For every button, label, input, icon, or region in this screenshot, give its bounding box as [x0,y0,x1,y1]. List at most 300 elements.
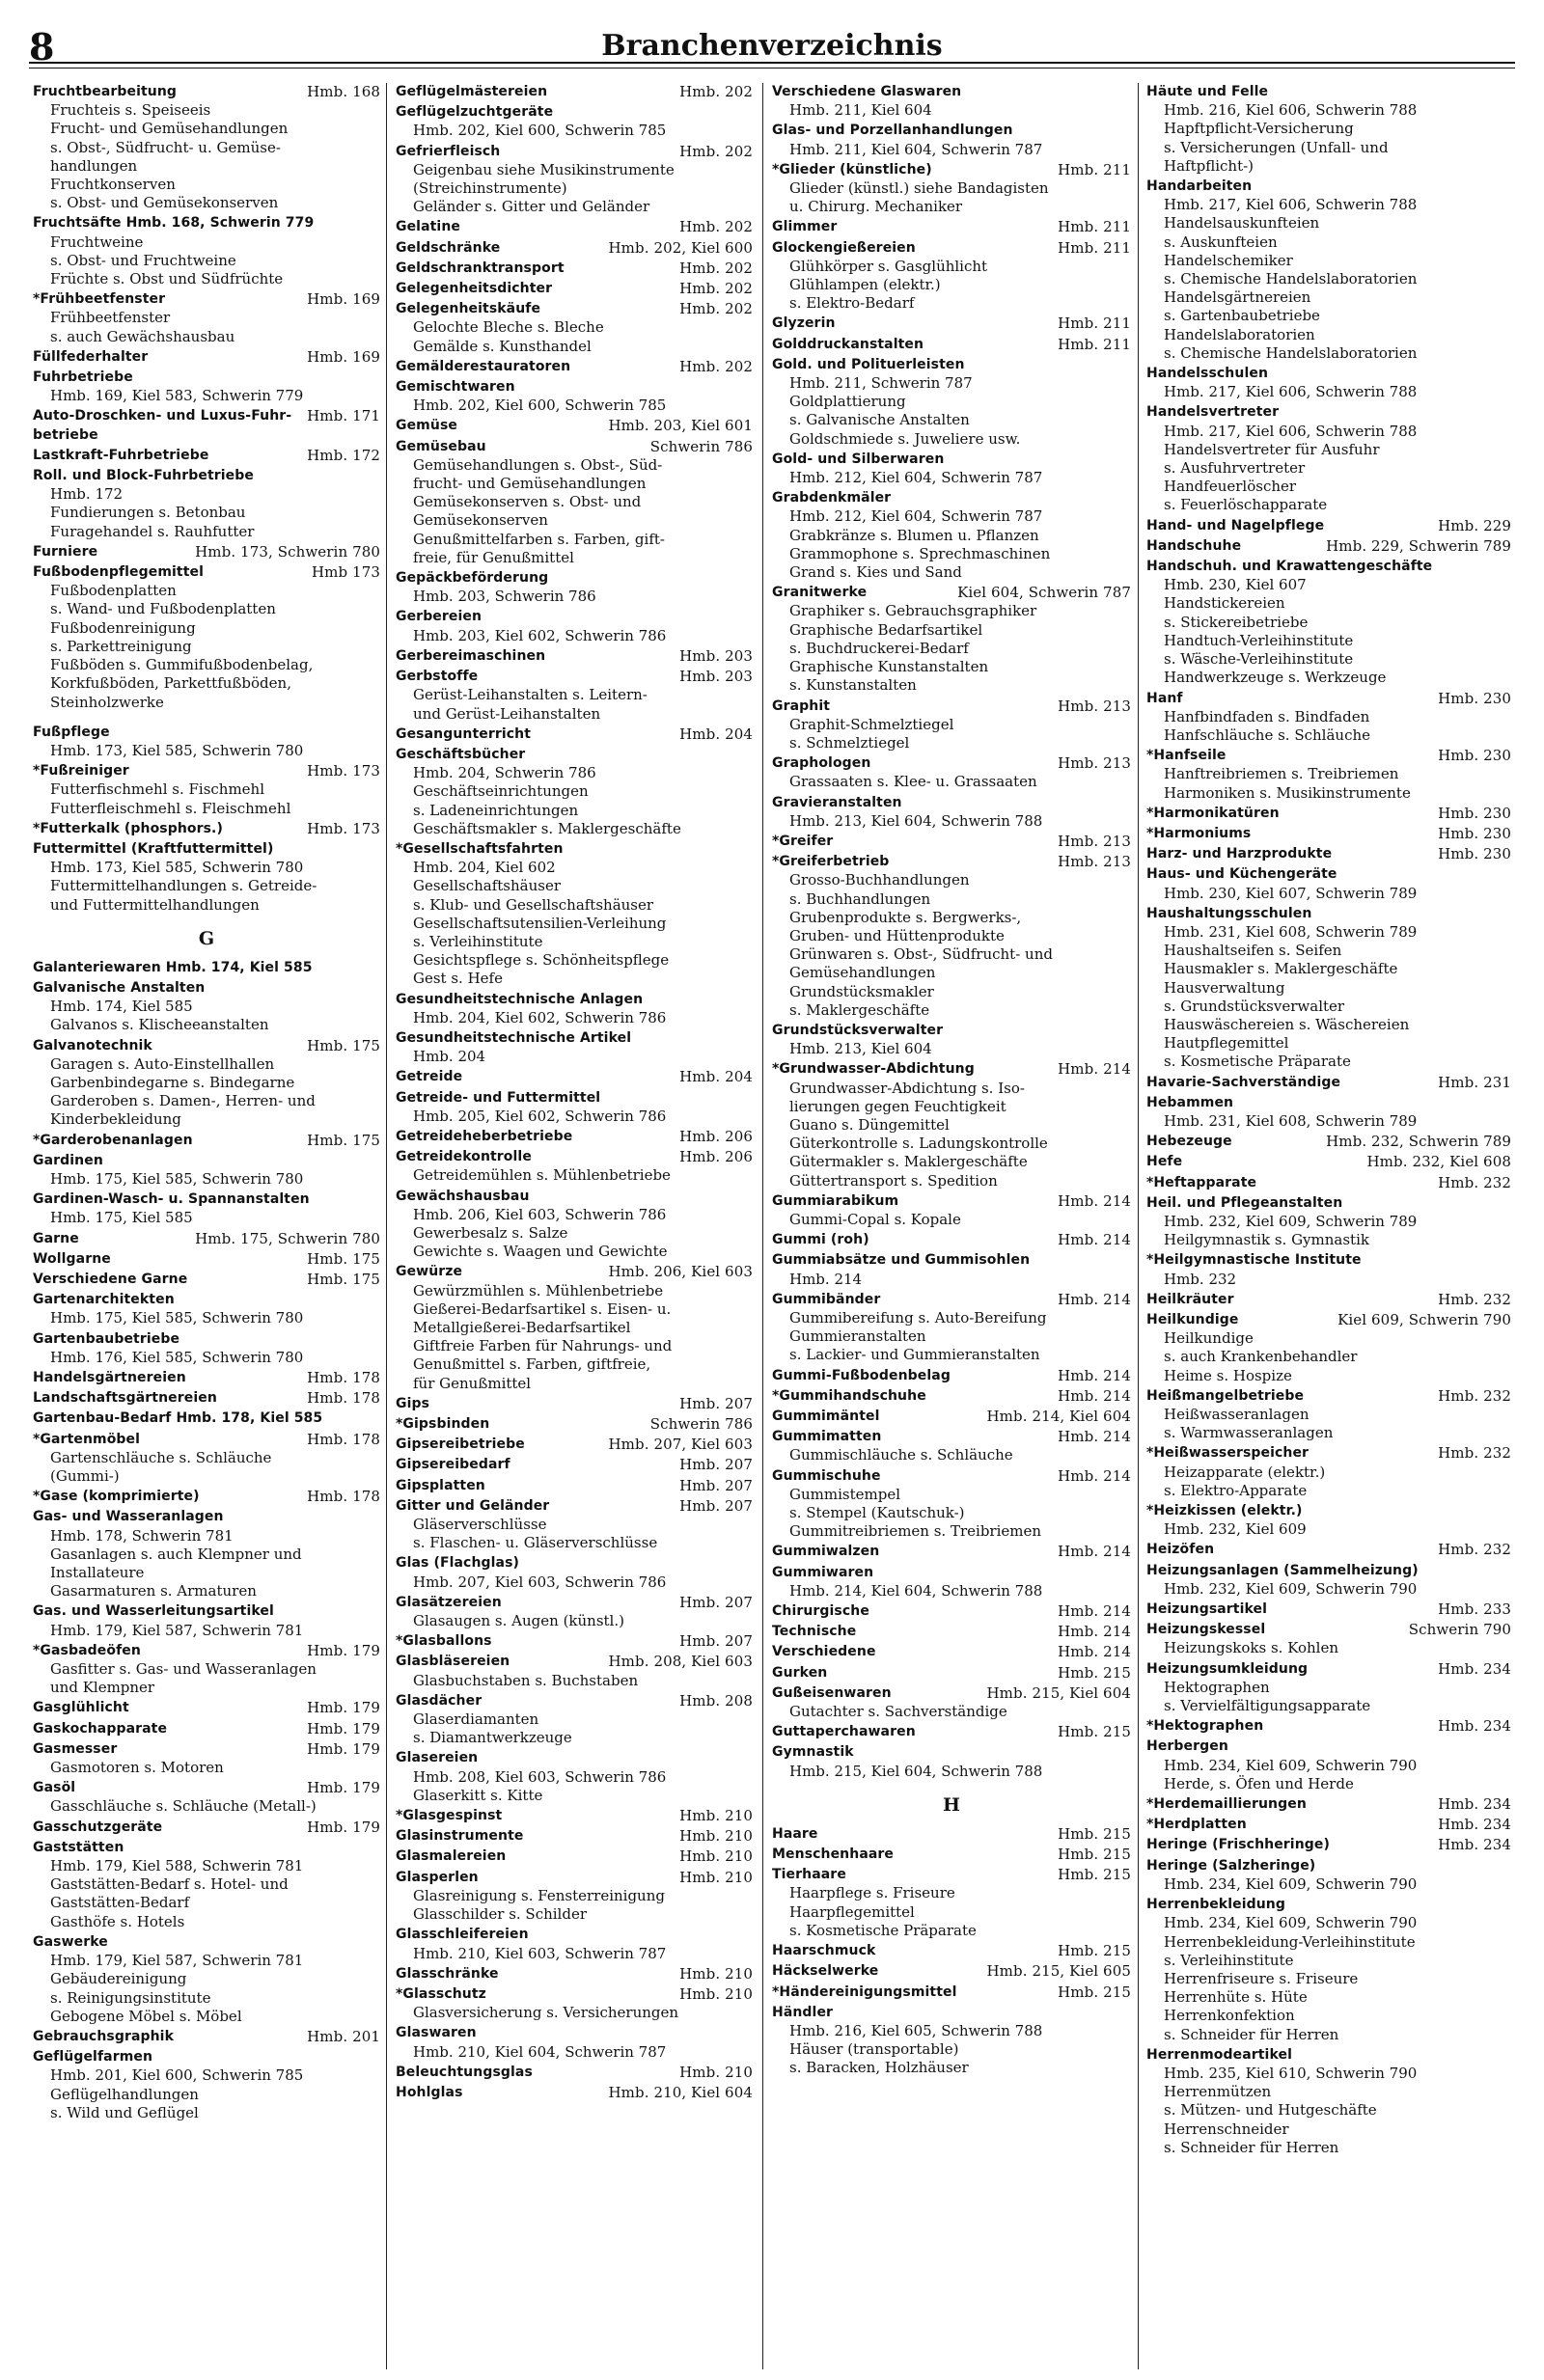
entry-line: Hmb. 201, Kiel 600, Schwerin 785 [50,2066,304,2085]
entry-reference: Hmb. 234 [1438,1816,1511,1834]
entry-line: Handelsvertreter für Ausfuhr [1164,440,1380,458]
directory-entry [1146,905,1511,1072]
directory-entry [396,647,753,666]
directory-entry [396,239,753,258]
entry-line: Herrenbekleidung-Verleihinstitute [1164,1932,1416,1951]
entry-reference: Hmb. 210 [679,1847,753,1866]
entry-title: Hebezeuge [1146,1134,1232,1150]
directory-entry [1146,1660,1511,1716]
entry-heading [772,1291,1131,1309]
entry-title: Glasätzereien [396,1594,502,1610]
directory-entry [772,1192,1131,1229]
entry-line: s. Flaschen- u. Gläserverschlüsse [413,1534,658,1552]
entry-heading [396,1749,753,1767]
entry-line: Hmb. 214, Kiel 604, Schwerin 788 [789,1581,1043,1600]
entry-reference: Hmb. 175 [307,1036,380,1054]
entry-heading [772,122,1131,140]
directory-entry [33,369,380,405]
entry-reference: Hmb. 204 [679,725,753,743]
entry-line: Gesellschaftsutensilien-Verleihung [413,914,667,932]
entry-heading [1146,1194,1511,1213]
entry-reference: Hmb. 206 [679,1148,753,1166]
entry-reference: Hmb. 213 [1058,697,1131,715]
entry-heading [396,143,753,161]
entry-title: Gaskochapparate [33,1720,168,1737]
entry-title: *Gesellschaftsfahrten [396,840,564,857]
entry-reference: Hmb. 169 [307,290,380,309]
entry-title: Gipsereibetriebe [396,1436,525,1453]
entry-heading [772,356,1131,374]
directory-entry [396,1263,753,1392]
entry-title: *Herdemaillierungen [1146,1796,1307,1813]
entry-title: Glasmalereien [396,1848,507,1865]
entry-heading [1146,1660,1511,1679]
entry-line: s. auch Krankenbehandler [1164,1348,1358,1366]
entry-line: Gesellschaftshäuser [413,877,562,895]
entry-title: Gelegenheitskäufe [396,301,541,317]
entry-heading [1146,1174,1511,1192]
entry-title: Gemischtwaren [396,379,515,396]
entry-line: Gaststätten-Bedarf [50,1894,190,1912]
entry-title: Gold. und Polituerleisten [772,356,965,372]
section-letter: H [943,1793,960,1816]
entry-line: Handwerkzeuge s. Werkzeuge [1164,669,1387,687]
entry-title: Tierhaare [772,1867,846,1883]
directory-entry [772,489,1131,582]
entry-reference: Hmb. 210, Kiel 604 [608,2083,753,2101]
entry-line: Fruchtweine [50,233,144,251]
entry-line: s. Schneider für Herren [1164,2025,1339,2043]
entry-heading [772,1743,1131,1762]
entry-line: und Gerüst-Leihanstalten [413,704,601,723]
entry-reference: Hmb. 232 [1438,1386,1511,1405]
entry-heading [396,260,753,278]
entry-line: Installateure [50,1564,145,1582]
directory-entry [396,1554,753,1591]
entry-title: Gardinen-Wasch- u. Spannanstalten [33,1191,310,1208]
entry-reference: Schwerin 786 [649,437,753,455]
entry-heading [772,1643,1131,1661]
entry-line: s. Buchdruckerei-Bedarf [789,639,969,657]
entry-reference: Hmb. 202, Kiel 600 [608,238,753,257]
entry-heading [1146,1816,1511,1834]
entry-heading [33,1409,380,1428]
entry-line: Fruchteis s. Speiseeis [50,101,211,120]
directory-entry [33,1330,380,1367]
entry-line: Grand s. Kies und Sand [789,563,962,582]
directory-entry [772,698,1131,753]
section-letter: G [198,927,215,949]
entry-reference: Hmb. 234 [1438,1836,1511,1854]
directory-entry [33,563,380,712]
entry-line: Heilgymnastik s. Gymnastik [1164,1231,1369,1249]
entry-heading [772,1942,1131,1960]
entry-heading [33,1779,380,1797]
directory-entry [396,1415,753,1434]
directory-entry [33,2048,380,2122]
entry-heading [1146,558,1511,576]
entry-line: Hmb. 214 [789,1270,863,1288]
entry-heading [396,1395,753,1413]
directory-entry [772,584,1131,695]
entry-reference: Hmb. 172 [307,446,380,464]
directory-entry [772,1367,1131,1385]
entry-line: s. Ladeneinrichtungen [413,801,579,819]
entry-heading [1146,403,1511,422]
entry-title: Heilkundige [1146,1312,1239,1327]
entry-heading [396,2064,753,2082]
entry-line: Hmb. 179, Kiel 587, Schwerin 781 [50,1952,304,1970]
entry-reference: Hmb. 207 [679,1456,753,1474]
entry-line: Hmb. 234, Kiel 609, Schwerin 790 [1164,1914,1418,1932]
entry-reference: Hmb. 233 [1438,1600,1511,1619]
entry-line: Gasfitter s. Gas- und Wasseranlagen [50,1660,317,1679]
entry-reference: Hmb. 215 [1058,1723,1131,1741]
entry-heading [33,1230,380,1248]
entry-line: Hausverwaltung [1164,978,1285,997]
entry-line: Glühlampen (elektr.) [789,276,941,294]
entry-line: Gemüsehandlungen s. Obst-, Süd- [413,455,663,474]
directory-entry [33,214,380,288]
directory-entry [396,1965,753,1983]
entry-title: *Futterkalk (phosphors.) [33,820,223,836]
directory-entry [33,83,380,212]
directory-entry [33,1642,380,1698]
entry-heading [1146,805,1511,823]
directory-entry [772,1022,1131,1058]
entry-title: Grabdenkmäler [772,490,892,506]
directory-entry [772,356,1131,449]
entry-heading [33,1602,380,1621]
entry-line: Frucht- und Gemüsehandlungen [50,120,289,138]
entry-title: Gipsereibedarf [396,1457,510,1473]
directory-entry [1146,1621,1511,1657]
entry-heading [33,543,380,561]
entry-title: Futtermittel (Kraftfuttermittel) [33,840,274,857]
entry-line: s. Ausfuhrvertreter [1164,459,1306,478]
entry-line: Hmb. 203, Kiel 602, Schwerin 786 [413,626,667,644]
directory-entry [1146,747,1511,803]
entry-line: Hmb. 210, Kiel 603, Schwerin 787 [413,1944,667,1962]
entry-line: Hmb. 175, Kiel 585, Schwerin 780 [50,1169,304,1188]
entry-line: Hmb. 211, Kiel 604, Schwerin 787 [789,140,1043,158]
entry-reference: Hmb. 214 [1058,1366,1131,1384]
entry-line: Fußbodenreinigung [50,618,196,637]
entry-reference: Hmb. 202 [679,142,753,160]
directory-entry [1146,1311,1511,1385]
entry-title: Gas- und Wasseranlagen [33,1509,224,1525]
entry-line: Gläserverschlüsse [413,1516,547,1534]
directory-entry [33,1699,380,1717]
entry-heading [33,1720,380,1738]
entry-line: s. Galvanische Anstalten [789,411,970,429]
entry-reference: Hmb. 215 [1058,1663,1131,1682]
directory-entry [396,2024,753,2061]
entry-heading [772,698,1131,716]
entry-reference: Hmb. 179 [307,1818,380,1836]
entry-line: Steinholzwerke [50,693,164,711]
entry-title: Gardinen [33,1152,103,1168]
entry-line: s. Mützen- und Hutgeschäfte [1164,2101,1377,2120]
entry-heading [772,161,1131,179]
entry-reference: Hmb. 207 [679,1496,753,1515]
directory-entry [33,840,380,915]
entry-reference: Hmb. 202 [679,259,753,277]
entry-heading [33,1488,380,1506]
entry-title: Haus- und Küchengeräte [1146,866,1337,883]
directory-entry [772,239,1131,314]
directory-entry [396,300,753,356]
directory-entry [33,1369,380,1387]
entry-line: Gemüsekonserven [413,511,548,530]
directory-entry [772,1387,1131,1406]
entry-reference: Hmb. 178 [307,1430,380,1448]
entry-heading [1146,690,1511,708]
directory-entry [1146,1600,1511,1619]
entry-title: Glas- und Porzellanhandlungen [772,123,1013,139]
entry-heading [33,83,380,101]
entry-heading [772,1825,1131,1844]
entry-line: Güttertransport s. Spedition [789,1171,998,1190]
entry-reference: Hmb. 213 [1058,754,1131,773]
entry-line: s. Auskunfteien [1164,233,1278,251]
entry-line: Gütermakler s. Maklergeschäfte [789,1153,1028,1171]
entry-title: *Heftapparate [1146,1174,1257,1190]
entry-title: Getreidekontrolle [396,1149,532,1165]
directory-entry [396,1128,753,1146]
entry-heading [33,820,380,838]
directory-entry [772,1291,1131,1365]
directory-entry [33,820,380,838]
entry-reference: Hmb. 178 [307,1488,380,1506]
entry-heading [772,1962,1131,1981]
directory-entry [396,1985,753,2022]
entry-heading [772,1387,1131,1406]
entry-heading [1146,365,1511,383]
entry-heading [1146,905,1511,923]
entry-heading [33,1740,380,1759]
entry-line: Hmb. 204 [413,1048,486,1066]
entry-line: Hmb. 210, Kiel 604, Schwerin 787 [413,2042,667,2061]
entry-title: Garne [33,1230,79,1246]
entry-title: Fuhrbetriebe [33,369,133,386]
entry-heading [396,725,753,744]
entry-title: *Gase (komprimierte) [33,1489,200,1505]
entry-heading [396,1653,753,1671]
entry-title: Beleuchtungsglas [396,2064,533,2080]
entry-heading [33,290,380,309]
entry-title: Fußpflege [33,724,110,740]
entry-heading [1146,1291,1511,1309]
directory-entry [772,853,1131,1020]
entry-line: Herrenhüte s. Hüte [1164,1988,1308,2007]
entry-title: *Grundwasser-Abdichtung [772,1061,975,1078]
entry-line: Hausmakler s. Maklergeschäfte [1164,960,1398,978]
entry-heading [772,1602,1131,1621]
entry-reference: Hmb. 178 [307,1369,380,1386]
entry-title: Hanf [1146,690,1183,706]
entry-line: Hmb. 217, Kiel 606, Schwerin 788 [1164,422,1418,440]
entry-title: Gefrierfleisch [396,143,501,159]
directory-entry [772,1664,1131,1682]
entry-line: s. Grundstücksverwalter [1164,997,1345,1015]
entry-line: Hmb. 217, Kiel 606, Schwerin 788 [1164,196,1418,214]
entry-line: Garderoben s. Damen-, Herren- und [50,1092,316,1110]
entry-title: Heißmangelbetriebe [1146,1387,1305,1404]
entry-line: Gest s. Hefe [413,970,503,988]
entry-line: Handelschemiker [1164,251,1293,269]
entry-line: Hmb. 202, Kiel 600, Schwerin 785 [413,397,667,415]
entry-reference: Hmb. 234 [1438,1717,1511,1736]
directory-entry [33,1933,380,2026]
directory-entry [1146,1444,1511,1500]
entry-title: Gewächshausbau [396,1188,530,1204]
entry-title: Graphologen [772,755,871,772]
entry-heading [772,1192,1131,1211]
entry-heading [33,1819,380,1837]
directory-entry [396,1089,753,1126]
entry-title: *Glasschutz [396,1985,486,2002]
entry-reference: Hmb. 179 [307,1719,380,1737]
entry-heading [1146,865,1511,884]
directory-column-2 [396,83,753,2371]
entry-heading [772,1231,1131,1249]
entry-line: Glasaugen s. Augen (künstl.) [413,1612,624,1630]
directory-entry [396,746,753,838]
entry-line: Güterkontrolle s. Ladungskontrolle [789,1135,1048,1153]
entry-title: Lastkraft-Fuhrbetriebe [33,447,209,463]
entry-heading [33,1152,380,1170]
entry-reference: Hmb. 215, Kiel 605 [986,1962,1131,1981]
entry-heading [396,1926,753,1944]
entry-reference: Hmb. 214 [1058,1191,1131,1210]
entry-title: Gerbstoffe [396,669,479,685]
entry-heading [396,2084,753,2102]
entry-line: Grünwaren s. Obst-, Südfrucht- und [789,945,1053,964]
entry-line: Gasthöfe s. Hotels [50,1912,185,1930]
entry-line: Grubenprodukte s. Bergwerks-, [789,908,1022,926]
page-header [29,25,1515,79]
entry-heading [772,1543,1131,1561]
entry-heading [1146,1133,1511,1151]
directory-entry [772,83,1131,120]
directory-entry [396,608,753,644]
entry-line: Hmb. 203, Schwerin 786 [413,588,596,606]
entry-line: Glaserkitt s. Kitte [413,1786,543,1804]
entry-title: Haare [772,1825,818,1842]
directory-entry [1146,1194,1511,1250]
entry-line: Futterfleischmehl s. Fleischmehl [50,799,291,817]
entry-title: Galvanotechnik [33,1037,152,1053]
entry-heading [396,1632,753,1651]
entry-line: Hmb. 169, Kiel 583, Schwerin 779 [50,387,304,405]
entry-heading [396,280,753,298]
entry-reference: Hmb. 208 [679,1691,753,1710]
entry-title: Glasdächer [396,1692,482,1709]
entry-line: Gummibereifung s. Auto-Bereifung [789,1309,1047,1327]
entry-line: Gasanlagen s. auch Klempner und [50,1545,302,1563]
directory-entry [396,438,753,567]
entry-line: Hmb. 208, Kiel 603, Schwerin 786 [413,1767,667,1786]
directory-entry [396,569,753,606]
entry-title: Gebrauchsgraphik [33,2028,174,2044]
entry-heading [396,2024,753,2042]
entry-title: Geldschranktransport [396,260,565,276]
entry-title: Gipsplatten [396,1477,485,1493]
entry-title: *Frühbeetfenster [33,291,166,308]
entry-line: Gaststätten-Bedarf s. Hotel- und [50,1875,289,1894]
entry-line: Goldplattierung [789,393,906,411]
entry-heading [396,1594,753,1612]
page-number: 8 [29,25,55,68]
entry-title: Glasschleifereien [396,1927,529,1943]
directory-entry [33,467,380,541]
entry-heading [33,1431,380,1449]
entry-title: Heizungsumkleidung [1146,1660,1309,1677]
entry-line: Harmoniken s. Musikinstrumente [1164,783,1411,802]
entry-title: Heringe (Frischheringe) [1146,1837,1330,1853]
entry-heading [1146,178,1511,196]
entry-title: Glas (Flachglas) [396,1555,520,1572]
entry-line: Grosso-Buchhandlungen [789,871,970,889]
directory-entry [1146,845,1511,863]
entry-line: Furagehandel s. Rauhfutter [50,522,255,540]
directory-entry [396,725,753,744]
directory-entry [396,1827,753,1846]
entry-reference: Hmb. 173 [307,819,380,837]
entry-line: Grassaaten s. Klee- u. Grassaaten [789,773,1037,791]
entry-line: Hmb. 176, Kiel 585, Schwerin 780 [50,1348,304,1366]
entry-heading [772,451,1131,469]
directory-entry [772,1684,1131,1721]
entry-reference: Hmb. 232 [1438,1290,1511,1308]
directory-entry [772,833,1131,851]
directory-entry [1146,690,1511,746]
entry-reference: Hmb. 207, Kiel 603 [608,1436,753,1454]
entry-reference: Hmb. 230 [1438,804,1511,822]
entry-reference: Hmb. 206 [679,1127,753,1145]
directory-entry [33,1152,380,1189]
entry-line: Gewerbesalz s. Salze [413,1223,568,1242]
entry-title: *Garderobenanlagen [33,1132,193,1148]
entry-title: *Gasbadeöfen [33,1642,141,1658]
directory-entry [772,1983,1131,2002]
directory-entry [772,1743,1131,1780]
header-rule [29,62,1515,64]
entry-line: Hmb. 178, Schwerin 781 [50,1526,234,1545]
entry-title: Hand- und Nagelpflege [1146,517,1325,533]
directory-entry [33,979,380,1035]
entry-reference: Hmb. 179 [307,1641,380,1659]
directory-entry [772,218,1131,236]
entry-heading [396,1089,753,1108]
entry-title: *Hanfseile [1146,748,1227,764]
entry-heading [1146,1621,1511,1639]
directory-entry [772,1060,1131,1190]
directory-entry [33,1488,380,1506]
entry-line: (Gummi-) [50,1467,120,1486]
directory-entry [33,1740,380,1777]
entry-line: Guano s. Düngemittel [789,1115,950,1134]
entry-title: Gaststätten [33,1839,124,1855]
entry-heading [1146,845,1511,863]
entry-title: Fruchtbearbeitung [33,84,178,99]
entry-title: *Glieder (künstliche) [772,161,932,178]
directory-entry [396,1188,753,1262]
entry-line: Gummieranstalten [789,1327,926,1346]
entry-heading [772,833,1131,851]
entry-line: Gasschläuche s. Schläuche (Metall-) [50,1797,317,1816]
